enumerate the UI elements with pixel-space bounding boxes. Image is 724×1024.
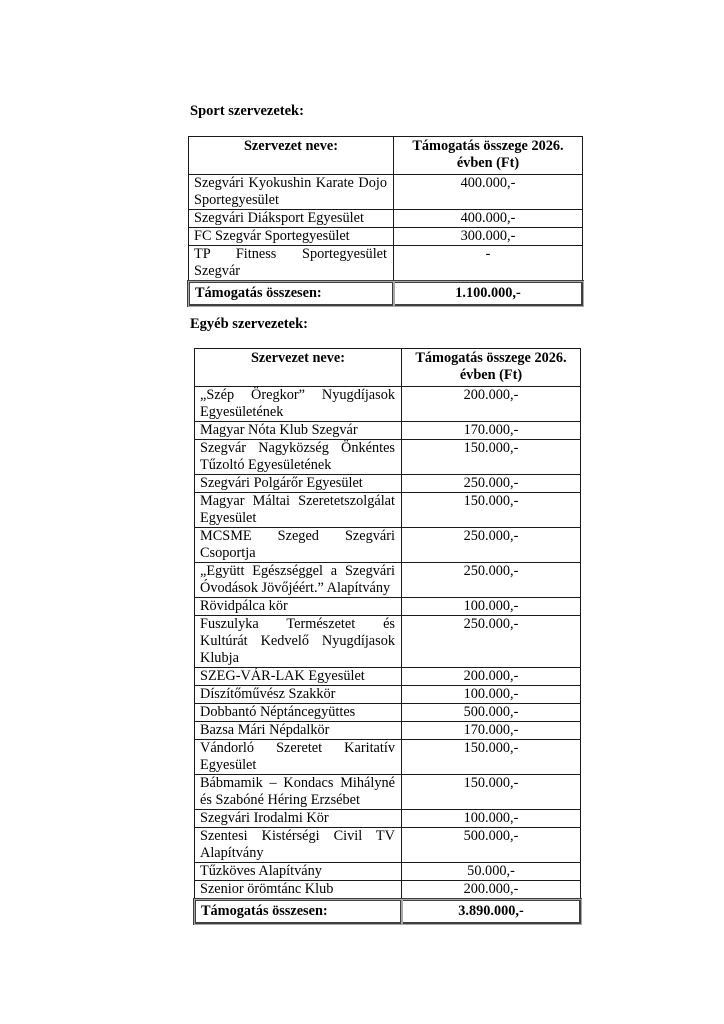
amount-cell: 170.000,-	[402, 722, 581, 740]
org-name-cell: Bábmamik – Kondacs Mihályné és Szabóné Héring Erzsébet	[195, 775, 402, 810]
total-amount-cell: 1.100.000,-	[394, 282, 583, 306]
table-row	[195, 881, 581, 900]
table-row	[195, 440, 581, 475]
amount-cell: 300.000,-	[394, 228, 583, 246]
org-name-cell: Magyar Nóta Klub Szegvár	[195, 422, 402, 440]
amount-cell: 200.000,-	[402, 881, 581, 900]
table-row	[189, 210, 583, 228]
column-header-amount: Támogatás összege 2026. évben (Ft)	[394, 137, 583, 175]
total-row	[189, 282, 583, 306]
table-row	[189, 175, 583, 210]
org-name-cell: MCSME Szeged Szegvári Csoportja	[195, 528, 402, 563]
org-name-cell: TP Fitness Sportegyesület Szegvár	[189, 246, 394, 282]
amount-cell: 50.000,-	[402, 863, 581, 881]
org-name-cell: Bazsa Mári Népdalkör	[195, 722, 402, 740]
org-name-cell: FC Szegvár Sportegyesület	[189, 228, 394, 246]
total-amount-cell: 3.890.000,-	[402, 900, 581, 924]
org-name-cell: SZEG-VÁR-LAK Egyesület	[195, 668, 402, 686]
column-header-org-name: Szervezet neve:	[189, 137, 394, 175]
total-label-cell: Támogatás összesen:	[189, 282, 394, 306]
sport-organizations-table	[187, 136, 584, 307]
amount-cell: 500.000,-	[402, 828, 581, 863]
table-row	[195, 740, 581, 775]
amount-cell: 200.000,-	[402, 668, 581, 686]
amount-cell: 150.000,-	[402, 440, 581, 475]
table-row	[195, 828, 581, 863]
table-row	[195, 598, 581, 616]
org-name-cell: Díszítőművész Szakkör	[195, 686, 402, 704]
amount-cell: 250.000,-	[402, 528, 581, 563]
amount-cell: 150.000,-	[402, 775, 581, 810]
amount-cell: 400.000,-	[394, 210, 583, 228]
table-row	[195, 686, 581, 704]
org-name-cell: Fuszulyka Természetet és Kultúrát Kedvelő Nyugdíjasok Klubja	[195, 616, 402, 668]
org-name-cell: Szegvári Diáksport Egyesület	[189, 210, 394, 228]
table-row	[189, 228, 583, 246]
table-row	[189, 246, 583, 282]
amount-cell: -	[394, 246, 583, 282]
table-row	[195, 422, 581, 440]
section-heading-other: Egyéb szervezetek:	[190, 316, 308, 332]
amount-cell: 400.000,-	[394, 175, 583, 210]
org-name-cell: Rövidpálca kör	[195, 598, 402, 616]
org-name-cell: Szegvári Irodalmi Kör	[195, 810, 402, 828]
org-name-cell: Tűzköves Alapítvány	[195, 863, 402, 881]
table-row	[195, 775, 581, 810]
table-row	[195, 722, 581, 740]
amount-cell: 250.000,-	[402, 475, 581, 493]
amount-cell: 150.000,-	[402, 740, 581, 775]
column-header-org-name: Szervezet neve:	[195, 349, 402, 387]
amount-cell: 500.000,-	[402, 704, 581, 722]
amount-cell: 150.000,-	[402, 493, 581, 528]
table-row	[195, 387, 581, 422]
total-label-cell: Támogatás összesen:	[195, 900, 402, 924]
amount-cell: 100.000,-	[402, 810, 581, 828]
other-organizations-table	[193, 348, 582, 925]
amount-cell: 100.000,-	[402, 598, 581, 616]
header-row	[189, 137, 583, 175]
amount-cell: 250.000,-	[402, 616, 581, 668]
amount-cell: 250.000,-	[402, 563, 581, 598]
table-row	[195, 528, 581, 563]
total-row	[195, 900, 581, 924]
amount-cell: 200.000,-	[402, 387, 581, 422]
org-name-cell: Szegvár Nagyközség Önkéntes Tűzoltó Egyesületének	[195, 440, 402, 475]
header-row	[195, 349, 581, 387]
org-name-cell: Szegvári Kyokushin Karate Dojo Sportegyesület	[189, 175, 394, 210]
org-name-cell: Szentesi Kistérségi Civil TV Alapítvány	[195, 828, 402, 863]
amount-cell: 100.000,-	[402, 686, 581, 704]
table-row	[195, 863, 581, 881]
column-header-amount: Támogatás összege 2026. évben (Ft)	[402, 349, 581, 387]
table-row	[195, 704, 581, 722]
org-name-cell: Szenior örömtánc Klub	[195, 881, 402, 900]
section-heading-sport: Sport szervezetek:	[190, 103, 304, 119]
amount-cell: 170.000,-	[402, 422, 581, 440]
org-name-cell: Vándorló Szeretet Karitatív Egyesület	[195, 740, 402, 775]
org-name-cell: „Együtt Egészséggel a Szegvári Óvodások Jövőjéért.” Alapítvány	[195, 563, 402, 598]
table-row	[195, 493, 581, 528]
org-name-cell: Magyar Máltai Szeretetszolgálat Egyesület	[195, 493, 402, 528]
org-name-cell: „Szép Öregkor” Nyugdíjasok Egyesületének	[195, 387, 402, 422]
table-row	[195, 475, 581, 493]
org-name-cell: Dobbantó Néptáncegyüttes	[195, 704, 402, 722]
table-row	[195, 810, 581, 828]
org-name-cell: Szegvári Polgárőr Egyesület	[195, 475, 402, 493]
table-row	[195, 668, 581, 686]
table-row	[195, 616, 581, 668]
table-row	[195, 563, 581, 598]
